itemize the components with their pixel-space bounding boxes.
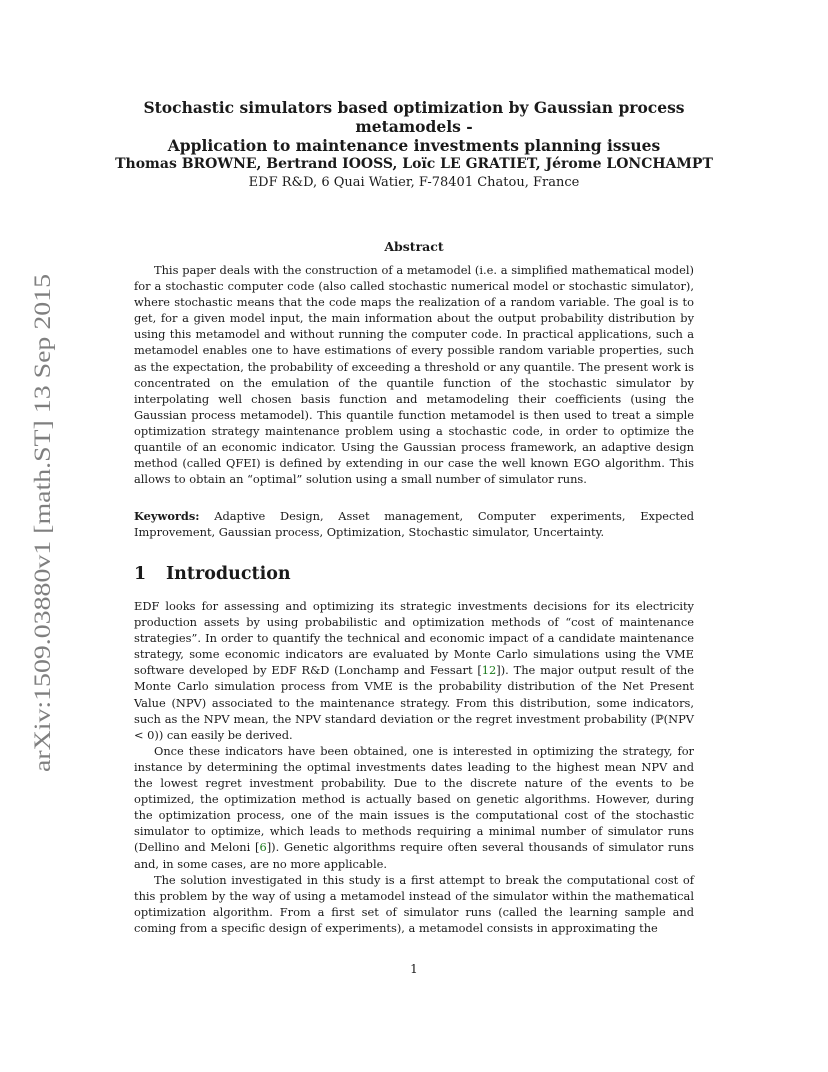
paper-title [100,98,728,155]
intro-paragraph-2 [134,743,694,872]
abstract-heading: Abstract [384,239,444,254]
section-number: 1 [134,564,147,584]
keywords-text: Adaptive Design, Asset management, Computer experiments, Expected Improvement, Gaussian process, Optimization, Stochastic simulator, Uncertainty. [134,509,694,540]
intro-paragraph-2-text-b: ]). Genetic algorithms require often several thousands of simulator runs and, in some cases, are no more applicable. [134,840,694,871]
author-list: Thomas BROWNE, Bertrand IOOSS, Loïc LE GRATIET, Jérome LONCHAMPT [115,156,713,172]
citation-link-12[interactable]: 12 [481,663,497,678]
citation-link-6[interactable]: 6 [259,840,267,855]
arxiv-identifier-text: arXiv:1509.03880v1 [math.ST] 13 Sep 2015 [30,349,56,772]
intro-paragraph-1-text-b: ]). The major output result of the Monte Carlo simulation process from VME is the probability distribution of the Net Present Value (NPV) associated to the maintenance strategy. From this distribution, some indicators, such as the NPV mean, the NPV standard deviation or the regret investment probability (ℙ(NPV < 0)) can easily be derived. [134,663,694,742]
paper-title-line-1: Stochastic simulators based optimization by Gaussian process metamodels - [143,98,685,136]
abstract-body: This paper deals with the construction of a metamodel (i.e. a simplified mathematical model) for a stochastic computer code (also called stochastic numerical model or stochastic simulator), where stochastic means that the code maps the realization of a random variable. The goal is to get, for a given model input, the main information about the output probability distribution by using this metamodel and without running the computer code. In practical applications, such a metamodel enables one to have estimations of every possible random variable properties, such as the expectation, the probability of exceeding a threshold or any quantile. The present work is concentrated on the emulation of the quantile function of the stochastic simulator by interpolating well chosen basis function and metamodeling their coefficients (using the Gaussian process metamodel). This quantile function metamodel is then used to treat a simple optimization strategy maintenance problem using a stochastic code, in order to optimize the quantile of an economic indicator. Using the Gaussian process framework, an adaptive design method (called QFEI) is defined by extending in our case the well known EGO algorithm. This allows to obtain an “optimal” solution using a small number of simulator runs. [134,263,694,487]
author-affiliation: EDF R&D, 6 Quai Watier, F-78401 Chatou, France [248,175,580,190]
page-number: 1 [410,962,418,976]
keywords-label: Keywords: [134,509,200,523]
section-title: Introduction [166,564,291,584]
section-heading [134,562,291,586]
intro-paragraph-1-text-a: EDF looks for assessing and optimizing its strategic investments decisions for its electricity production assets by using probabilistic and optimization methods of “cost of maintenance strategies”. In order to quantify the technical and economic impact of a candidate maintenance strategy, some economic indicators are evaluated by Monte Carlo simulations using the VME software developed by EDF R&D (Lonchamp and Fessart [ [134,599,694,678]
arxiv-identifier-stamp [20,272,62,772]
intro-paragraph-2-text-a: Once these indicators have been obtained, one is interested in optimizing the strategy, for instance by determining the optimal investments dates leading to the highest mean NPV and the lowest regret investment probability. Due to the discrete nature of the events to be optimized, the optimization method is actually based on genetic algorithms. However, during the optimization process, one of the main issues is the computational cost of the stochastic simulator to optimize, which leads to methods requiring a minimal number of simulator runs (Dellino and Meloni [ [134,743,694,855]
introduction-body [134,598,694,936]
intro-paragraph-3: The solution investigated in this study is a first attempt to break the computational cost of this problem by the way of using a metamodel instead of the simulator within the mathematical optimization algorithm. From a first set of simulator runs (called the learning sample and coming from a specific design of experiments), a metamodel consists in approximating the [134,872,694,935]
keywords [134,508,694,540]
intro-paragraph-1 [134,598,694,743]
paper-title-line-2: Application to maintenance investments planning issues [167,136,661,155]
